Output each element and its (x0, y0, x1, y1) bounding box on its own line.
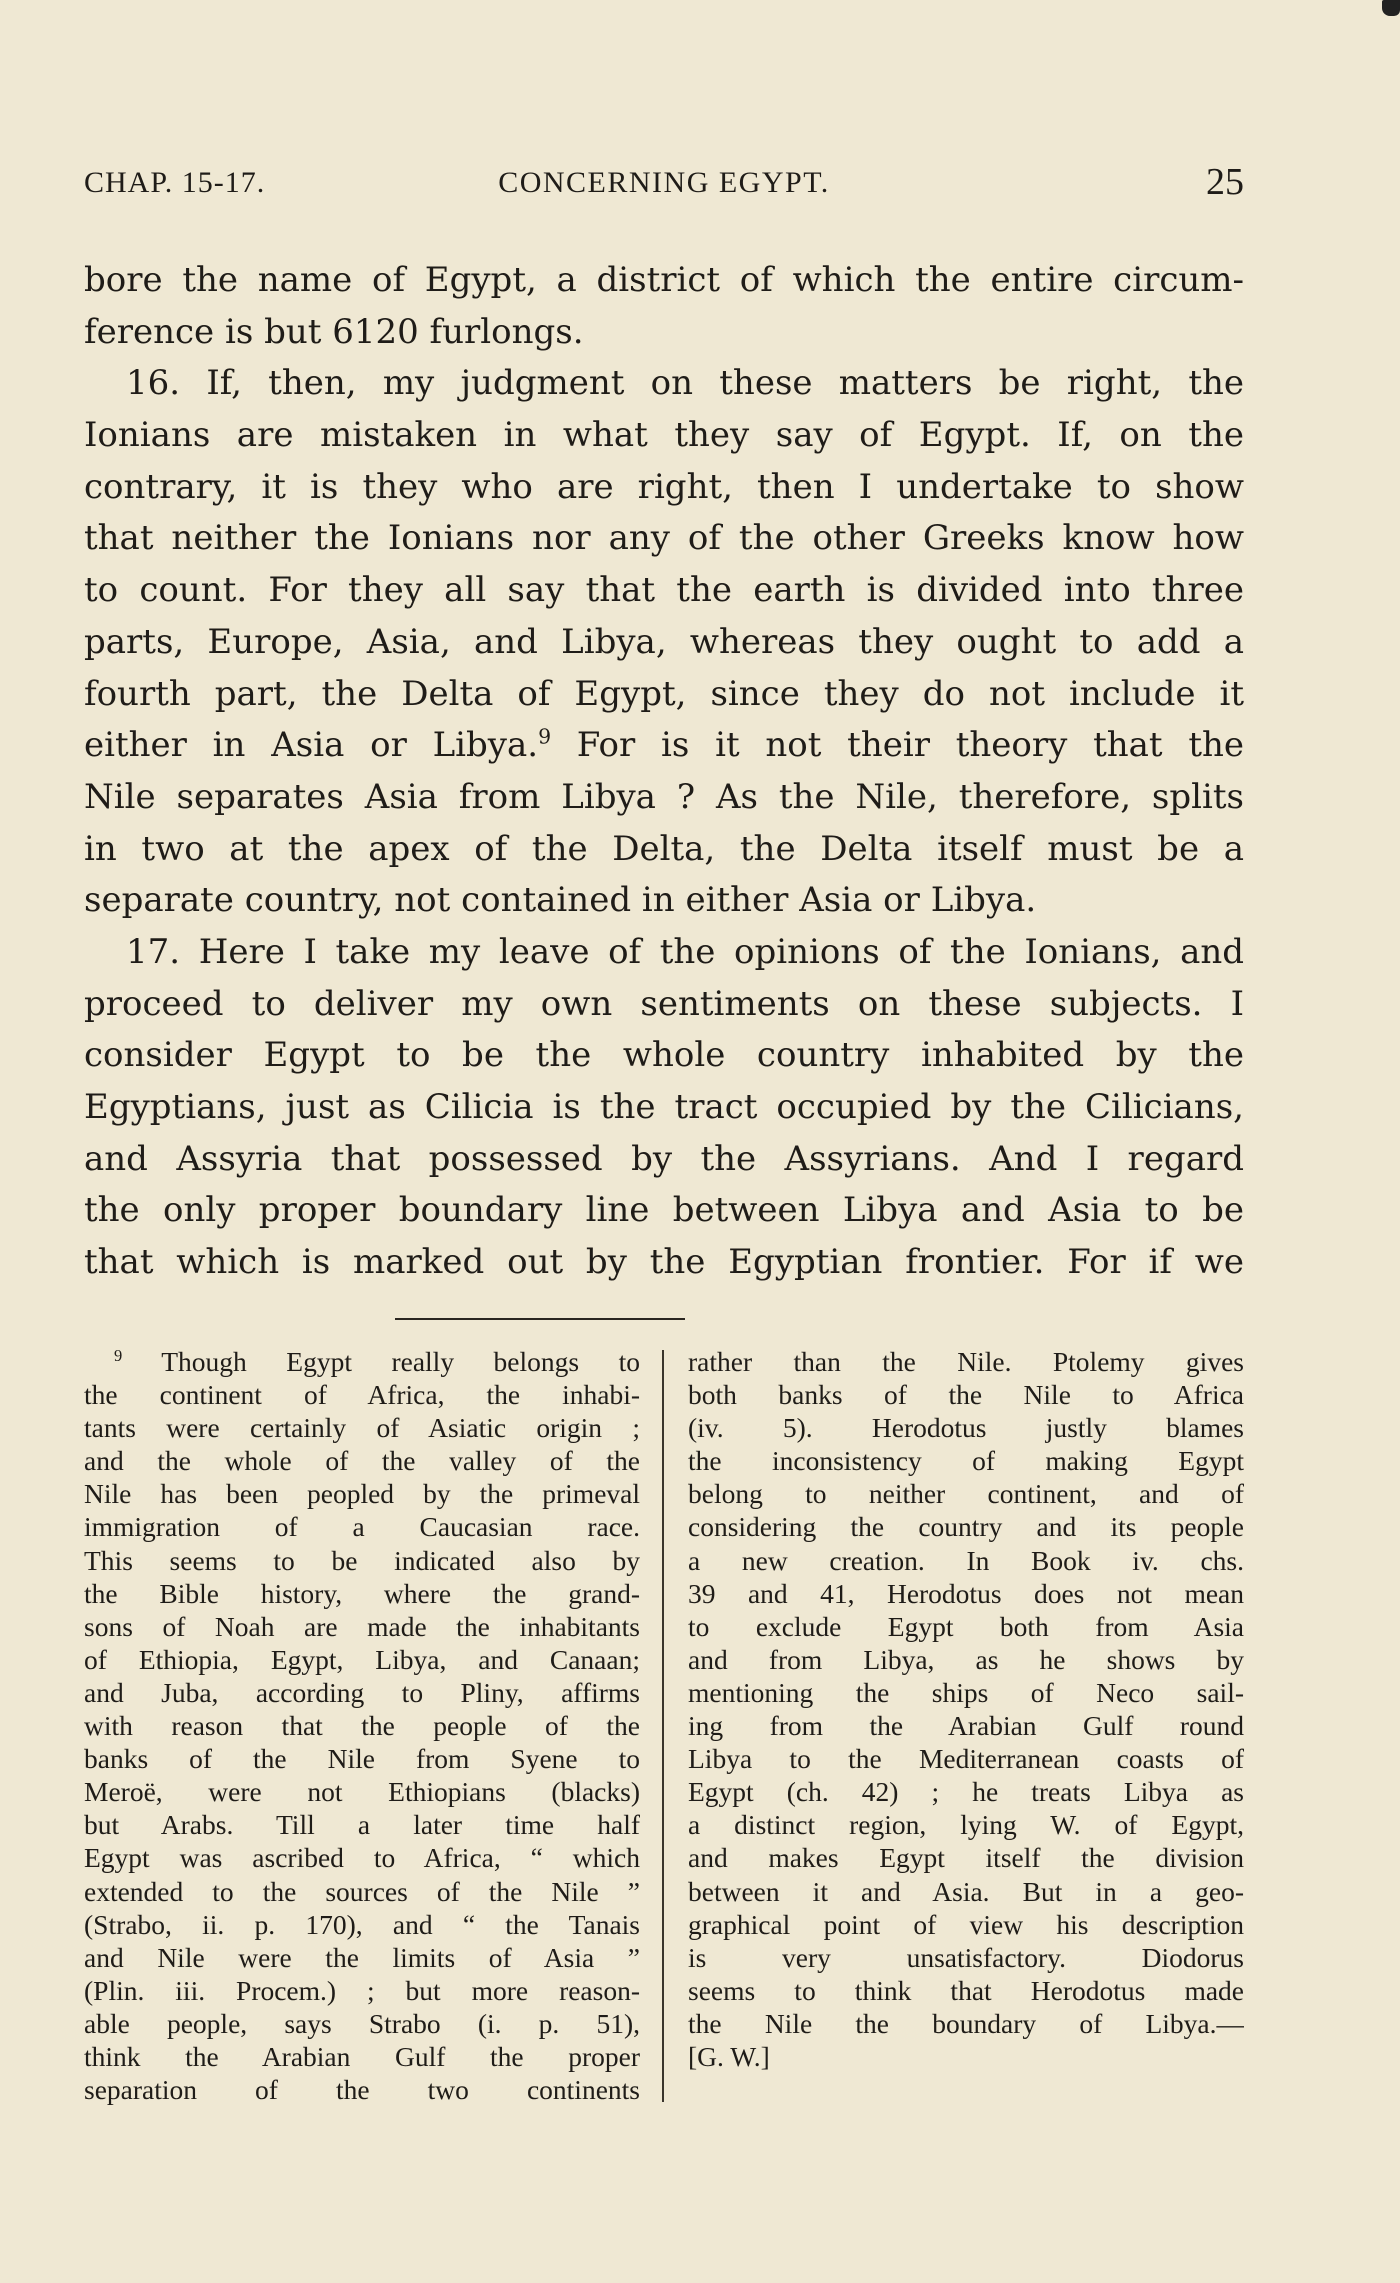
text-line: 16. If, then, my judgment on these matters be right, the (126, 363, 1244, 404)
chapter-reference: CHAP. 15-17. (84, 166, 266, 199)
footnote-line: a new creation. In Book iv. chs. (688, 1544, 1244, 1576)
page-number: 25 (1206, 161, 1244, 203)
footnote-line: of Ethiopia, Egypt, Libya, and Canaan; (84, 1643, 640, 1675)
text-line: Ionians are mistaken in what they say of Egypt. If, on the (84, 415, 1244, 456)
footnote-line: ing from the Arabian Gulf round (688, 1710, 1244, 1742)
footnote-column-right (688, 1345, 1244, 2073)
text-segment: either in Asia or Libya. (84, 725, 539, 766)
text-line: ference is but 6120 furlongs. (84, 311, 584, 352)
footnote-line: think the Arabian Gulf the proper (84, 2040, 640, 2072)
footnote-line (84, 1345, 640, 1378)
text-line: in two at the apex of the Delta, the Delta itself must be a (84, 828, 1244, 869)
footnote-line: and makes Egypt itself the division (688, 1842, 1244, 1874)
footnote-line: banks of the Nile from Syene to (84, 1743, 640, 1775)
footnote-line: between it and Asia. But in a geo- (688, 1875, 1244, 1907)
text-line: and Assyria that possessed by the Assyrians. And I regard (84, 1138, 1244, 1179)
footnote-reference: 9 (538, 724, 552, 749)
footnote-line: [G. W.] (688, 2040, 770, 2072)
footnote-line: and the whole of the valley of the (84, 1445, 640, 1477)
column-divider (662, 1350, 664, 2102)
footnote-line: able people, says Strabo (i. p. 51), (84, 2007, 640, 2039)
footnote-line: and Nile were the limits of Asia ” (84, 1941, 640, 1973)
text-line: fourth part, the Delta of Egypt, since they do not include it (84, 673, 1244, 714)
footnote-line: the Bible history, where the grand- (84, 1577, 640, 1609)
footnote-line: mentioning the ships of Neco sail- (688, 1676, 1244, 1708)
footnote-line: immigration of a Caucasian race. (84, 1511, 640, 1543)
footnote-line: is very unsatisfactory. Diodorus (688, 1941, 1244, 1973)
footnote-line: a distinct region, lying W. of Egypt, (688, 1809, 1244, 1841)
footnote-line: and Juba, according to Pliny, affirms (84, 1676, 640, 1708)
running-title: CONCERNING EGYPT. (498, 166, 830, 199)
text-line: Nile separates Asia from Libya ? As the Nile, therefore, splits (84, 776, 1244, 817)
footnote-line: graphical point of view his description (688, 1908, 1244, 1940)
main-text (84, 255, 1244, 1289)
footnote-line: sons of Noah are made the inhabitants (84, 1610, 640, 1642)
footnote-line: Nile has been peopled by the primeval (84, 1478, 640, 1510)
footnote-line: separation of the two continents (84, 2074, 640, 2106)
text-segment: For is it not their theory that the (551, 725, 1244, 766)
ink-blot (1382, 0, 1400, 16)
text-line: to count. For they all say that the earth is divided into three (84, 570, 1244, 611)
footnote-line: Meroë, were not Ethiopians (blacks) (84, 1776, 640, 1808)
text-line: that which is marked out by the Egyptian frontier. For if we (84, 1242, 1244, 1283)
text-line: Egyptians, just as Cilicia is the tract occupied by the Cilicians, (84, 1087, 1244, 1127)
footnote-line: the inconsistency of making Egypt (688, 1445, 1244, 1477)
text-line: parts, Europe, Asia, and Libya, whereas they ought to add a (84, 621, 1244, 662)
footnote-line: 39 and 41, Herodotus does not mean (688, 1577, 1244, 1609)
footnote-line: considering the country and its people (688, 1511, 1244, 1543)
footnote-line: belong to neither continent, and of (688, 1478, 1244, 1510)
footnote-line: but Arabs. Till a later time half (84, 1809, 640, 1841)
footnote-line: the continent of Africa, the inhabi- (84, 1379, 640, 1411)
footnote-marker: 9 (114, 1345, 123, 1365)
footnote-line: with reason that the people of the (84, 1710, 640, 1742)
footnote-line: This seems to be indicated also by (84, 1544, 640, 1576)
text-line: the only proper boundary line between Libya and Asia to be (84, 1190, 1244, 1231)
footnote-line: (Plin. iii. Procem.) ; but more reason- (84, 1974, 640, 2006)
footnote-line: to exclude Egypt both from Asia (688, 1610, 1244, 1642)
footnote-line: rather than the Nile. Ptolemy gives (688, 1346, 1244, 1377)
footnote-line: Egypt (ch. 42) ; he treats Libya as (688, 1776, 1244, 1808)
text-line: proceed to deliver my own sentiments on these subjects. I (84, 983, 1244, 1024)
footnote-line: (iv. 5). Herodotus justly blames (688, 1412, 1244, 1444)
footnote-line: tants were certainly of Asiatic origin ; (84, 1412, 640, 1444)
text-line: consider Egypt to be the whole country inhabited by the (84, 1035, 1244, 1076)
footnote-line: seems to think that Herodotus made (688, 1974, 1244, 2006)
text-line: that neither the Ionians nor any of the other Greeks know how (84, 518, 1244, 559)
footnote-text: Though Egypt really belongs to (161, 1346, 640, 1377)
footnote-line: both banks of the Nile to Africa (688, 1379, 1244, 1411)
text-line: bore the name of Egypt, a district of which the entire circum- (84, 260, 1244, 300)
footnote-line: and from Libya, as he shows by (688, 1643, 1244, 1675)
footnote-line: extended to the sources of the Nile ” (84, 1875, 640, 1907)
footnote-line: Libya to the Mediterranean coasts of (688, 1743, 1244, 1775)
footnote-line: (Strabo, ii. p. 170), and “ the Tanais (84, 1908, 640, 1940)
text-line: 17. Here I take my leave of the opinions of the Ionians, and (126, 931, 1244, 972)
text-line: separate country, not contained in either Asia or Libya. (84, 880, 1037, 921)
text-line: contrary, it is they who are right, then I undertake to show (84, 466, 1244, 507)
footnote-rule (395, 1318, 685, 1320)
footnote-line: Egypt was ascribed to Africa, “ which (84, 1842, 640, 1874)
footnote-column-left (84, 1345, 640, 2106)
text-line-with-footnote (84, 720, 1244, 772)
running-head (84, 160, 1244, 203)
footnote-line: the Nile the boundary of Libya.— (688, 2007, 1244, 2039)
